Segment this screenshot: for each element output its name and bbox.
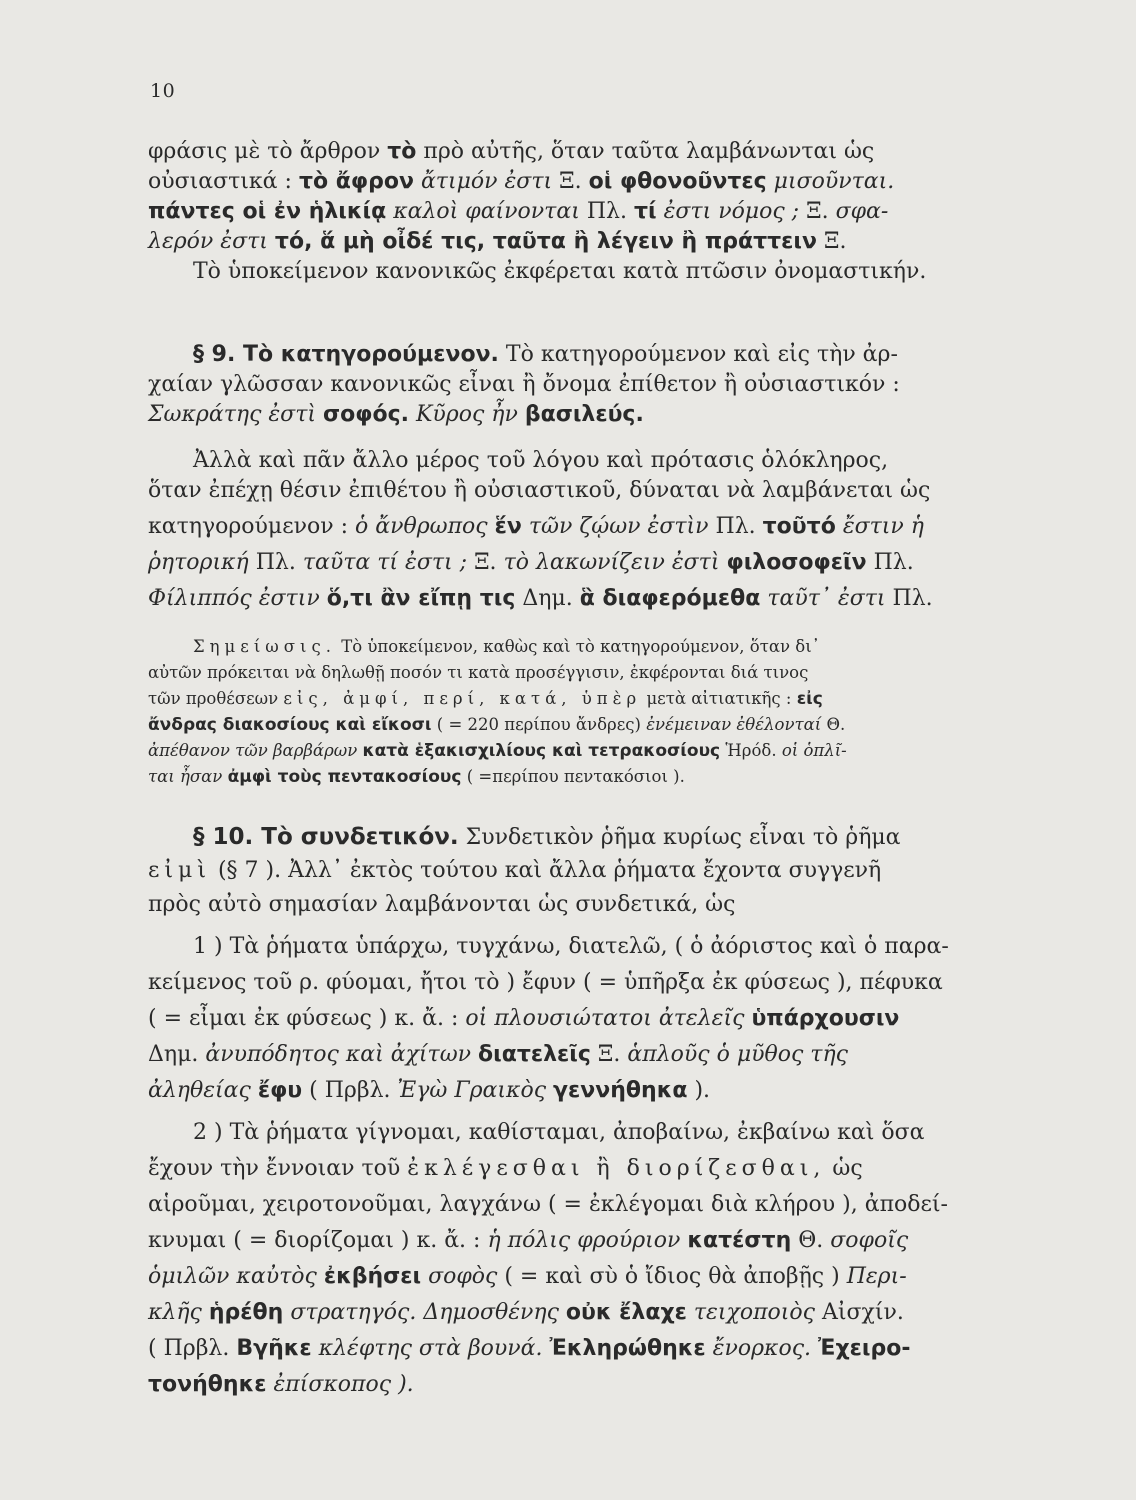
- text-line: ἀληθείας ἔφυ ( Πρβλ. Ἐγὼ Γραικὸς γεννήθηκα ).: [148, 1078, 711, 1103]
- text-line: Ἀλλὰ καὶ πᾶν ἄλλο μέρος τοῦ λόγου καὶ πρότασις ὁλόκληρος,: [193, 448, 889, 473]
- text-line: Σημείωσις. Τὸ ὑποκείμενον, καθὼς καὶ τὸ κατηγορούμενον, ὅταν δι᾽: [193, 637, 820, 656]
- text-line: εἰμὶ (§ 7 ). Ἀλλ᾽ ἐκτὸς τούτου καὶ ἄλλα ῥήματα ἔχοντα συγγενῆ: [148, 858, 882, 883]
- text-line: § 9. Τὸ κατηγορούμενον. Τὸ κατηγορούμενον καὶ εἰς τὴν ἀρ-: [193, 342, 898, 367]
- text-line: πάντες οἱ ἐν ἡλικίᾳ καλοὶ φαίνονται Πλ. τί ἐστι νόμος ; Ξ. σφα-: [148, 199, 889, 224]
- text-line: § 10. Τὸ συνδετικόν. Συνδετικὸν ῥῆμα κυρίως εἶναι τὸ ῥῆμα: [193, 824, 901, 850]
- text-line: ται ἦσαν ἀμφὶ τοὺς πεντακοσίους ( =περίπου πεντακόσιοι ).: [148, 767, 685, 787]
- text-line: ὅταν ἐπέχῃ θέσιν ἐπιθέτου ἢ οὐσιαστικοῦ, δύναται νὰ λαμβάνεται ὡς: [148, 478, 931, 503]
- section-10-heading: § 10. Τὸ συνδετικόν.: [193, 824, 459, 850]
- text-line: τῶν προθέσεων εἰς, ἀμφί, περί, κατά, ὑπὲρ μετὰ αἰτιατικῆς : εἰς: [148, 689, 823, 709]
- text-line: κατηγορούμενον : ὁ ἄνθρωπος ἕν τῶν ζῴων ἐστὶν Πλ. τοῦτό ἔστιν ἡ: [148, 514, 924, 539]
- text-line: Τὸ ὑποκείμενον κανονικῶς ἐκφέρεται κατὰ πτῶσιν ὀνομαστικήν.: [193, 259, 927, 284]
- text-line: 1 ) Τὰ ῥήματα ὑπάρχω, τυγχάνω, διατελῶ, ( ὁ ἀόριστος καὶ ὁ παρα-: [193, 934, 949, 959]
- text-line: αὐτῶν πρόκειται νὰ δηλωθῇ ποσόν τι κατὰ προσέγγισιν, ἐκφέρονται διά τινος: [148, 663, 809, 682]
- note-block: [148, 634, 988, 790]
- page-number: 10: [150, 80, 176, 102]
- text-line: ἄνδρας διακοσίους καὶ εἴκοσι ( = 220 περίπου ἄνδρες) ἐνέμειναν ἐθέλονταί Θ.: [148, 715, 846, 735]
- text-line: λερόν ἐστι τό, ἅ μὴ οἶδέ τις, ταῦτα ἢ λέγειν ἢ πράττειν Ξ.: [148, 229, 847, 254]
- section-9: [148, 340, 988, 430]
- text-line: φράσις μὲ τὸ ἄρθρον τὸ πρὸ αὐτῆς, ὅταν ταῦτα λαμβάνωνται ὡς: [148, 139, 875, 164]
- text-line: κείμενος τοῦ ρ. φύομαι, ἤτοι τὸ ) ἔφυν ( = ὑπῆρξα ἐκ φύσεως ), πέφυκα: [148, 970, 943, 995]
- text-line: 2 ) Τὰ ῥήματα γίγνομαι, καθίσταμαι, ἀποβαίνω, ἐκβαίνω καὶ ὅσα: [193, 1120, 925, 1145]
- text-line: ἀπέθανον τῶν βαρβάρων κατὰ ἑξακισχιλίους καὶ τετρακοσίους Ἡρόδ. οἱ ὁπλῖ-: [148, 741, 847, 761]
- item-2: [148, 1118, 988, 1406]
- text-line: πρὸς αὐτὸ σημασίαν λαμβάνονται ὡς συνδετικά, ὡς: [148, 892, 736, 917]
- item-1: [148, 932, 988, 1112]
- text-line: Σωκράτης ἐστὶ σοφός. Κῦρος ἦν βασιλεύς.: [148, 402, 644, 427]
- section-10: [148, 822, 988, 924]
- text-line: Δημ. ἀνυπόδητος καὶ ἀχίτων διατελεῖς Ξ. ἁπλοῦς ὁ μῦθος τῆς: [148, 1042, 848, 1067]
- text-line: ( = εἶμαι ἐκ φύσεως ) κ. ἄ. : οἱ πλουσιώτατοι ἀτελεῖς ὑπάρχουσιν: [148, 1006, 900, 1031]
- text-line: κνυμαι ( = διορίζομαι ) κ. ἄ. : ἡ πόλις φρούριον κατέστη Θ. σοφοῖς: [148, 1228, 909, 1253]
- paragraph-other-predicates: [148, 446, 988, 614]
- text-line: ῥητορική Πλ. ταῦτα τί ἐστι ; Ξ. τὸ λακωνίζειν ἐστὶ φιλοσοφεῖν Πλ.: [148, 550, 914, 575]
- text-line: αἱροῦμαι, χειροτονοῦμαι, λαγχάνω ( = ἐκλέγομαι διὰ κλήρου ), ἀποδεί-: [148, 1192, 948, 1217]
- text-line: τονήθηκε ἐπίσκοπος ).: [148, 1372, 414, 1397]
- text-line: οὐσιαστικά : τὸ ἄφρον ἄτιμόν ἐστι Ξ. οἱ φθονοῦντες μισοῦνται.: [148, 169, 895, 194]
- paragraph-articular-subjects: [148, 137, 988, 287]
- text-line: κλῆς ἡρέθη στρατηγός. Δημοσθένης οὐκ ἔλαχε τειχοποιὸς Αἰσχίν.: [148, 1300, 904, 1325]
- text-line: ὁμιλῶν καὐτὸς ἐκβήσει σοφὸς ( = καὶ σὺ ὁ ἴδιος θὰ ἀποβῇς ) Περι-: [148, 1264, 907, 1289]
- section-9-heading: § 9. Τὸ κατηγορούμενον.: [193, 342, 499, 367]
- text-line: χαίαν γλῶσσαν κανονικῶς εἶναι ἢ ὄνομα ἐπίθετον ἢ οὐσιαστικόν :: [148, 372, 900, 397]
- text-line: ἔχουν τὴν ἔννοιαν τοῦ ἐκλέγεσθαι ἢ διορίζεσθαι, ὡς: [148, 1156, 863, 1181]
- text-line: ( Πρβλ. Βγῆκε κλέφτης στὰ βουνά. Ἐκληρώθηκε ἔνορκος. Ἐχειρο-: [148, 1336, 911, 1361]
- text-line: Φίλιππός ἐστιν ὅ,τι ἂν εἴπῃ τις Δημ. ἃ διαφερόμεθα ταῦτ᾽ ἐστι Πλ.: [148, 586, 933, 611]
